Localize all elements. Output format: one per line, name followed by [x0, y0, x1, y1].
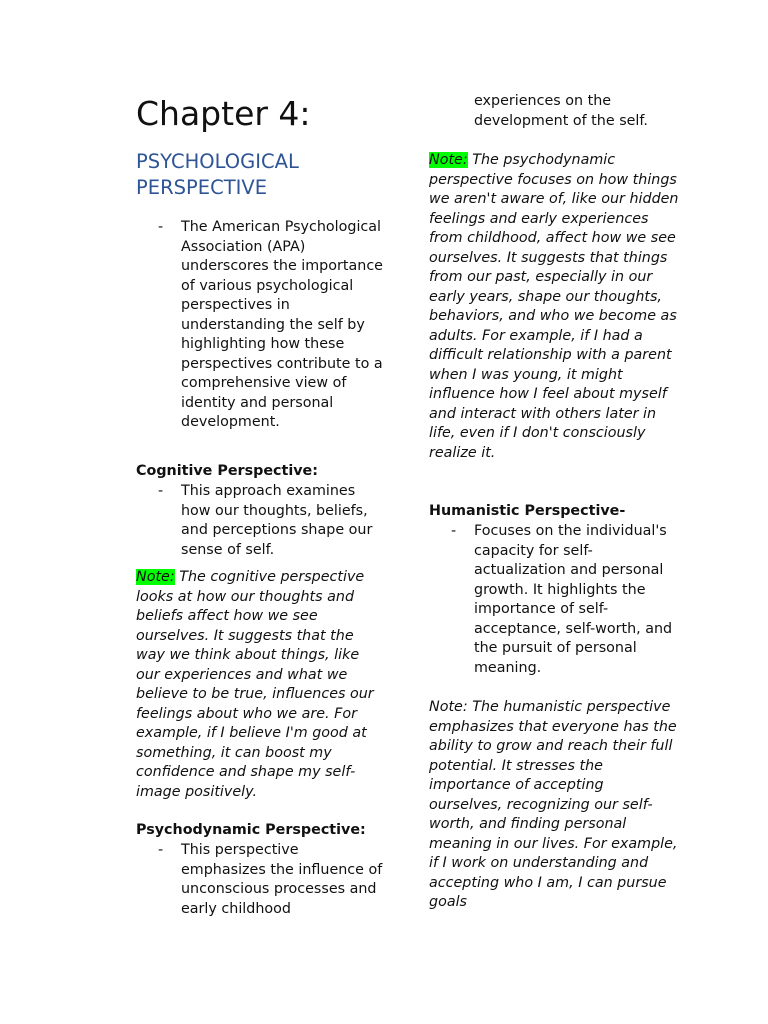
psychodynamic-heading: Psychodynamic Perspective:	[136, 822, 366, 838]
psychodynamic-note-text: The psychodynamic perspective focuses on how things we aren't aware of, like our hidden feelings and early experiences from childhood, affect how we see ourselves. It suggests that things from our past, especially in our early years, shape our thoughts, behaviors, and who we become as adults. For example, if I had a difficult relationship with a parent when I was young, it might influence how I feel about myself and interact with others later in life, even if I don't consciously realize it.	[429, 152, 679, 461]
humanistic-bullet-text: Focuses on the individual's capacity for self-actualization and personal growth. It highlights the importance of self-acceptance, self-worth, and the pursuit of personal meaning.	[474, 523, 673, 676]
chapter-title: Chapter 4:	[136, 94, 311, 133]
note-highlight: Note:	[136, 569, 175, 585]
cognitive-bullet	[136, 482, 386, 560]
humanistic-note: Note: The humanistic perspective emphasizes that everyone has the ability to grow and reach their full potential. It stresses the importance of accepting ourselves, recognizing our self-worth, and finding personal meaning in our lives. For example, if I work on understanding and accepting who I am, I can pursue goals	[429, 699, 678, 910]
psychodynamic-bullet	[136, 841, 386, 919]
humanistic-heading: Humanistic Perspective-	[429, 503, 626, 519]
intro-bullet	[136, 218, 386, 433]
psychodynamic-note	[429, 151, 681, 463]
psychodynamic-bullet-continued	[429, 92, 681, 131]
bullet-dash: -	[451, 523, 457, 539]
cognitive-note-text: The cognitive perspective looks at how our thoughts and beliefs affect how we see ourselves. It suggests that the way we think about things, like our experiences and what we believe to be true, influences our feelings about who we are. For example, if I believe I'm good at something, it can boost my confidence and shape my self-image positively.	[136, 569, 374, 800]
cognitive-bullet-text: This approach examines how our thoughts, beliefs, and perceptions shape our sense of self.	[181, 483, 373, 558]
psychodynamic-bullet-text-continued: experiences on the development of the self.	[474, 93, 648, 129]
psychodynamic-bullet-text: This perspective emphasizes the influence of unconscious processes and early childhood	[181, 842, 383, 917]
note-highlight: Note:	[429, 152, 468, 168]
intro-bullet-text: The American Psychological Association (APA) underscores the importance of various psychological perspectives in understanding the self by highlighting how these perspectives contribute to a comprehensive view of identity and personal development.	[181, 219, 383, 430]
humanistic-bullet	[429, 522, 681, 678]
bullet-dash: -	[158, 842, 164, 858]
cognitive-heading: Cognitive Perspective:	[136, 463, 318, 479]
bullet-dash: -	[158, 219, 164, 235]
cognitive-note	[136, 568, 386, 802]
bullet-dash: -	[158, 483, 164, 499]
section-title: PSYCHOLOGICAL PERSPECTIVE	[136, 150, 299, 199]
